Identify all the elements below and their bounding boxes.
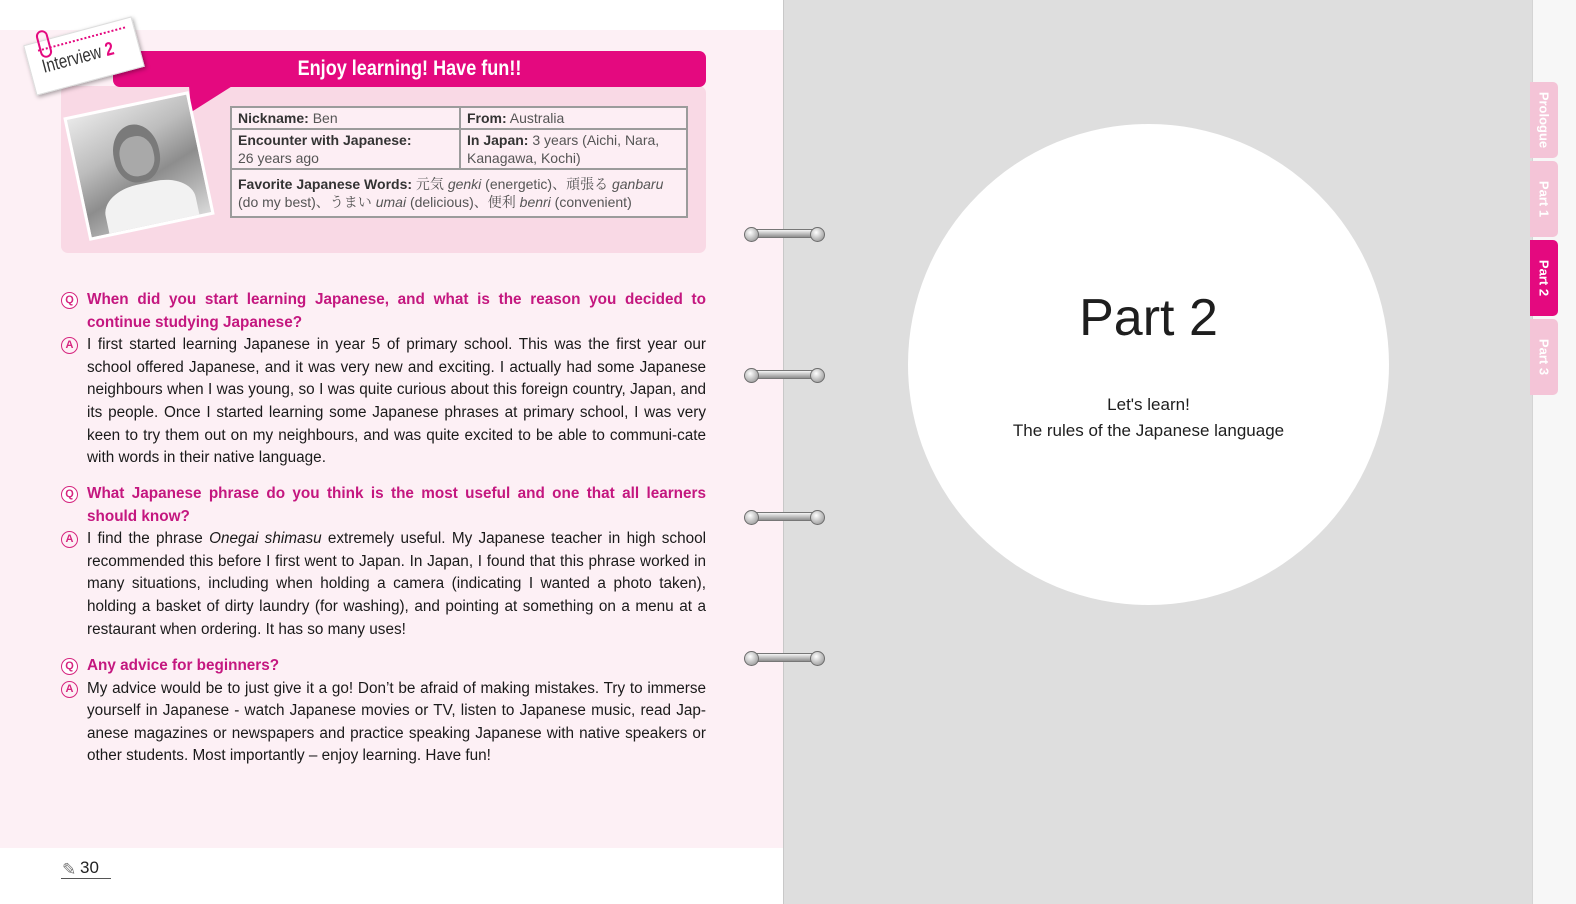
part-title: Part 2 [1079,289,1218,347]
fav-word-gloss-2: (do my best)、うまい [238,194,376,210]
answer-icon: A [61,337,78,354]
part-subtitle [908,392,1389,444]
interviewee-photo [63,91,214,241]
question-icon: Q [61,658,78,675]
from-value: Australia [509,110,565,126]
pencil-icon: ✎ [62,860,77,879]
page-number: 30 [61,858,111,879]
fav-word-1: genki [447,176,482,192]
question-1 [61,289,706,334]
nickname-cell [231,107,460,129]
fav-word-3: umai [375,194,407,210]
tab-label: Part 2 [1536,259,1552,297]
binder-ring [746,229,823,238]
tag-number: 2 [102,38,117,61]
from-cell [460,107,687,129]
encounter-cell [231,129,460,169]
interview-title: Enjoy learning! Have fun!! [297,57,522,80]
answer-text: My advice would be to just give it a go! Don’t be afraid of making mistakes. Try to immerse yourself in Japanese - watch Japanese movies or TV, listen to Japanese music, read Jap-anese magazines or newspapers and practice speaking Japanese with native speakers or other students. Most importantly – enjoy learning. Have fun! [87,679,706,765]
in-japan-label: In Japan: [467,132,529,148]
fav-word-kanji-1: 元気 [415,176,448,192]
answer-text: I first started learning Japanese in year 5 of primary school. This was the first year our school offered Japanese, and it was very new and exciting. I actually had some Japanese neighbours when I was young, so I was quite curious about this foreign country, Japan, and its people. Once I started learning some Japanese phrases at primary school, I was very keen to try them out on my neighbours, and was quite excited to be able to communi-cate with words in their native language. [87,336,706,467]
fav-word-gloss-1: (energetic)、頑張る [481,176,612,192]
answer-icon: A [61,681,78,698]
answer-icon: A [61,531,78,548]
answer-2 [61,528,706,641]
tag-text: Interview [39,41,105,78]
fav-word-gloss-3: (delicious)、便利 [406,194,520,210]
tab-part-1[interactable] [1530,161,1558,237]
question-text: Any advice for beginners? [87,657,280,674]
question-3 [61,655,706,678]
answer-1 [61,334,706,470]
profile-table [230,106,688,218]
qa-block-2 [61,483,706,641]
subtitle-line-2: The rules of the Japanese language [1012,421,1285,440]
left-page [0,0,783,904]
answer-text: extremely useful. My Japanese teacher in high school recommended this before I first went to Japan. In Japan, I found that this phrase worked in many situations, including when holding a camera (indicating I wanted a photo taken), holding a basket of dirty laundry (for washing), and pointing at something on a menu at a restaurant when ordering. It has so many uses! [87,530,706,638]
in-japan-value: 3 years (Aichi, Nara, Kanagawa, Kochi) [467,132,660,166]
interview-tag-label [40,38,117,78]
from-label: From: [467,110,507,126]
fav-word-4: benri [519,194,551,210]
tab-label: Part 1 [1536,180,1552,218]
answer-3 [61,678,706,768]
qa-block-3 [61,655,706,768]
nickname-label: Nickname: [238,110,309,126]
tab-label: Part 3 [1536,338,1552,376]
qa-block-1 [61,289,706,470]
in-japan-cell [460,129,687,169]
favorite-words-cell [231,169,687,217]
subtitle-line-1: Let's learn! [1107,395,1190,414]
tab-part-2[interactable] [1530,240,1558,316]
tab-prologue[interactable] [1530,82,1558,158]
question-icon: Q [61,292,78,309]
question-text: When did you start learning Japanese, and what is the reason you decided to continue studying Japanese? [87,291,706,331]
binder-ring [746,653,823,662]
question-icon: Q [61,486,78,503]
binder-ring [746,512,823,521]
question-text: What Japanese phrase do you think is the most useful and one that all learners should know? [87,485,706,525]
tab-label: Prologue [1536,91,1552,149]
encounter-value: 26 years ago [238,150,319,166]
binder-ring [746,370,823,379]
fav-word-2: ganbaru [611,176,664,192]
title-circle [908,124,1389,605]
fav-word-gloss-4: (convenient) [550,194,632,210]
tab-part-3[interactable] [1530,319,1558,395]
answer-text: I find the phrase [87,530,210,548]
nickname-value: Ben [312,110,338,126]
answer-phrase: Onegai shimasu [209,530,322,548]
encounter-label: Encounter with Japanese: [238,132,412,148]
favorite-words-label: Favorite Japanese Words: [238,176,413,192]
question-2 [61,483,706,528]
